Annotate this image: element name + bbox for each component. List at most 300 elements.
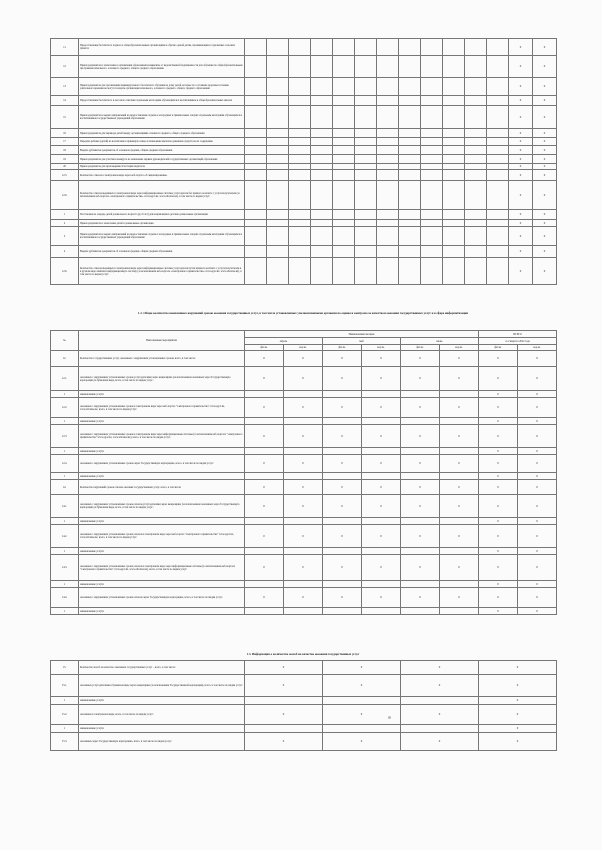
empty-cell [355, 78, 377, 96]
empty-cell [487, 246, 509, 258]
empty-cell [311, 155, 333, 164]
table-row [51, 391, 557, 398]
empty-cell [245, 258, 267, 285]
row-number: 19 [51, 155, 79, 164]
empty-cell [355, 138, 377, 146]
empty-cell [333, 78, 355, 96]
complaints-table [50, 660, 557, 751]
value-cell [440, 391, 479, 398]
empty-cell [355, 39, 377, 56]
empty-cell [289, 138, 311, 146]
value-cell: 0 [479, 495, 518, 518]
empty-cell [421, 138, 443, 146]
table-row [51, 129, 557, 138]
empty-cell [399, 146, 421, 155]
empty-cell [267, 210, 289, 220]
empty-cell [421, 181, 443, 210]
row-description: наименование услуги [79, 697, 245, 705]
row-number: 12.5. [51, 170, 79, 181]
value-cell: 0 [479, 733, 557, 751]
subheader-plan: кор.зн. [518, 345, 557, 351]
empty-cell [465, 227, 487, 246]
empty-cell [377, 227, 399, 246]
value-cell: 0 [284, 351, 323, 367]
row-description: Предоставление бесплатного подвоза к общеобразовательным организациям и обратно домой детям, проживающим в отдаленных сельских пунктах [79, 39, 245, 56]
value-cell [401, 473, 440, 480]
value-cell: 0 [323, 555, 362, 581]
row-number: 12. [51, 351, 79, 367]
empty-cell [399, 181, 421, 210]
row-number: 17 [51, 138, 79, 146]
value-cell: 0 [245, 398, 284, 418]
empty-cell [421, 210, 443, 220]
row-number: 3 [51, 227, 79, 246]
empty-cell [421, 96, 443, 106]
value-cell [401, 608, 440, 615]
value-cell [245, 518, 284, 525]
empty-cell [443, 39, 465, 56]
row-number: 13 [51, 78, 79, 96]
row-number: 14.2. [51, 525, 79, 548]
scan-speck [388, 716, 391, 719]
empty-cell [377, 56, 399, 78]
value-cell: 0 [479, 351, 518, 367]
table-row [51, 367, 557, 391]
value-cell: 0 [533, 96, 557, 106]
row-number: 14. [51, 480, 79, 495]
row-description: Выдача дубликатов документов об основном среднем, общем среднем образовании [79, 246, 245, 258]
value-cell [284, 608, 323, 615]
table-row [51, 181, 557, 210]
value-cell: 0 [533, 138, 557, 146]
empty-cell [355, 227, 377, 246]
value-cell [362, 548, 401, 555]
empty-cell [267, 96, 289, 106]
empty-cell [267, 129, 289, 138]
table-row [51, 220, 557, 227]
row-number: 12.6. [51, 258, 79, 285]
table-row [51, 146, 557, 155]
empty-cell [399, 258, 421, 285]
row-description: Выдача дубликатов документов об основном среднем, общем среднем образовании [79, 146, 245, 155]
empty-cell [289, 56, 311, 78]
value-cell [323, 448, 362, 455]
row-number: 1 [51, 473, 79, 480]
empty-cell [333, 56, 355, 78]
row-description: наименование услуги [79, 548, 245, 555]
value-cell: 0 [245, 495, 284, 518]
value-cell: 0 [509, 106, 533, 129]
empty-cell [465, 129, 487, 138]
empty-cell [355, 155, 377, 164]
value-cell: 0 [479, 725, 557, 733]
value-cell [284, 418, 323, 425]
empty-cell [245, 227, 267, 246]
empty-cell [443, 129, 465, 138]
empty-cell [465, 170, 487, 181]
value-cell [401, 518, 440, 525]
row-number: 20 [51, 164, 79, 170]
empty-cell [399, 138, 421, 146]
row-number: 1 [51, 697, 79, 705]
value-cell: 0 [518, 548, 557, 555]
row-description: Количество отказов выданных в электронном виде через информационные системы услугодателя без прямого контакта с услугополучателем (за исключением веб-портала «электронного правительства» www.egov.kz, www.elicense.kz), в том числе по видам услуг: [79, 181, 245, 210]
empty-cell [289, 155, 311, 164]
value-cell: 0 [479, 588, 518, 608]
table-row [51, 675, 557, 697]
empty-cell [289, 106, 311, 129]
value-cell: 0 [362, 455, 401, 473]
empty-cell [267, 78, 289, 96]
empty-cell [399, 155, 421, 164]
row-number: 15. [51, 661, 79, 675]
empty-cell [311, 78, 333, 96]
empty-cell [289, 210, 311, 220]
empty-cell [487, 146, 509, 155]
value-cell [284, 391, 323, 398]
value-cell: 0 [518, 351, 557, 367]
empty-cell [333, 39, 355, 56]
empty-cell [487, 181, 509, 210]
value-cell: 0 [479, 418, 518, 425]
empty-cell [487, 258, 509, 285]
value-cell: 0 [533, 146, 557, 155]
row-description: наименование услуги [79, 418, 245, 425]
empty-cell [311, 258, 333, 285]
empty-cell [267, 258, 289, 285]
empty-cell [245, 220, 267, 227]
empty-cell [333, 155, 355, 164]
value-cell: 0 [533, 170, 557, 181]
table-row [51, 455, 557, 473]
value-cell [440, 581, 479, 588]
value-cell [323, 391, 362, 398]
subheader-fact: фат.зн. [323, 345, 362, 351]
empty-cell [399, 78, 421, 96]
value-cell [440, 518, 479, 525]
value-cell [284, 473, 323, 480]
empty-cell [487, 155, 509, 164]
header-total-period: за 2 квартал 2022 года [479, 338, 557, 345]
value-cell: 0 [518, 391, 557, 398]
value-cell: 0 [509, 210, 533, 220]
value-cell [284, 448, 323, 455]
value-cell: 0 [323, 588, 362, 608]
empty-cell [377, 258, 399, 285]
table-row [51, 39, 557, 56]
table-row [51, 155, 557, 164]
empty-cell [267, 39, 289, 56]
empty-cell [465, 210, 487, 220]
value-cell: 0 [479, 675, 557, 697]
value-cell: 0 [362, 588, 401, 608]
value-cell: 0 [284, 367, 323, 391]
empty-cell [465, 181, 487, 210]
empty-cell [443, 56, 465, 78]
value-cell: 0 [509, 96, 533, 106]
row-number: 14.1. [51, 495, 79, 518]
row-description: Прием документов и выдача направлений на предоставление отдыха в загородных и пришкольных лагерях отдельным категориям обучающихся и воспитанников государственных учреждений образования [79, 227, 245, 246]
row-number: 14.3. [51, 555, 79, 581]
row-number: 12.1. [51, 367, 79, 391]
empty-cell [267, 181, 289, 210]
row-description: оказанных с нарушением установленных сроков отказов через Государственную корпорацию, всего, в том числе по видам услуг: [79, 588, 245, 608]
empty-cell [289, 146, 311, 155]
empty-cell [399, 246, 421, 258]
empty-cell [465, 96, 487, 106]
value-cell [245, 608, 284, 615]
value-cell: 0 [245, 525, 284, 548]
table-row [51, 661, 557, 675]
value-cell: 0 [533, 106, 557, 129]
value-cell: 0 [323, 351, 362, 367]
value-cell: 0 [245, 705, 323, 725]
value-cell: 0 [479, 367, 518, 391]
value-cell: 0 [533, 181, 557, 210]
table-row [51, 588, 557, 608]
section-1-2-title: 1-2. Общее количество выявленных нарушений сроков оказания государственных услуг, в том числе установленных уполномоченными органами по оценке и контролю за качеством оказания государственных услуг и в сфере информатизации [137, 311, 469, 315]
empty-cell [465, 220, 487, 227]
value-cell: 0 [509, 56, 533, 78]
empty-cell [311, 129, 333, 138]
empty-cell [377, 146, 399, 155]
row-description: оказанных через Государственную корпорацию, всего, в том числе по видам услуг: [79, 733, 245, 751]
value-cell: 0 [509, 146, 533, 155]
empty-cell [377, 170, 399, 181]
header-total: ВСЕГО [479, 331, 557, 338]
value-cell: 0 [518, 480, 557, 495]
value-cell: 0 [533, 246, 557, 258]
empty-cell [443, 181, 465, 210]
header-period: Наименование месяцев [245, 331, 479, 338]
value-cell: 0 [323, 733, 401, 751]
subheader-plan: кор.зн. [362, 345, 401, 351]
empty-cell [465, 78, 487, 96]
value-cell: 0 [509, 155, 533, 164]
row-description: наименование услуги [79, 391, 245, 398]
row-description: Прием документов для участия в конкурсе на назначение первых руководителей государственных организаций образования [79, 155, 245, 164]
empty-cell [487, 106, 509, 129]
empty-cell [355, 56, 377, 78]
empty-cell [267, 220, 289, 227]
table-row [51, 170, 557, 181]
value-cell: 0 [245, 480, 284, 495]
row-number: 1 [51, 210, 79, 220]
value-cell [323, 548, 362, 555]
value-cell: 0 [509, 39, 533, 56]
empty-cell [487, 96, 509, 106]
empty-cell [355, 181, 377, 210]
table-row [51, 425, 557, 448]
value-cell: 0 [533, 227, 557, 246]
empty-cell [245, 129, 267, 138]
row-number: 4 [51, 246, 79, 258]
empty-cell [465, 146, 487, 155]
empty-cell [289, 129, 311, 138]
value-cell [362, 518, 401, 525]
empty-cell [465, 39, 487, 56]
value-cell: 0 [245, 455, 284, 473]
empty-cell [377, 138, 399, 146]
value-cell: 0 [479, 581, 518, 588]
value-cell: 0 [509, 138, 533, 146]
row-number: 1 [51, 581, 79, 588]
value-cell [401, 418, 440, 425]
table-row [51, 448, 557, 455]
value-cell [401, 581, 440, 588]
empty-cell [399, 56, 421, 78]
value-cell [401, 697, 479, 705]
table-row [51, 56, 557, 78]
empty-cell [267, 106, 289, 129]
value-cell [362, 418, 401, 425]
row-description: оказанных услугодателями в бумажном виде через канцелярию (за исключением Государственной корпорации), всего, в том числе по видам услуг: [79, 675, 245, 697]
value-cell: 0 [362, 495, 401, 518]
value-cell [440, 608, 479, 615]
value-cell: 0 [479, 518, 518, 525]
value-cell: 0 [533, 220, 557, 227]
empty-cell [487, 138, 509, 146]
row-description: оказанных в электронном виде, всего, в том числе по видам услуг: [79, 705, 245, 725]
value-cell: 0 [245, 367, 284, 391]
value-cell: 0 [479, 398, 518, 418]
empty-cell [399, 129, 421, 138]
value-cell [284, 581, 323, 588]
value-cell: 0 [401, 525, 440, 548]
empty-cell [289, 39, 311, 56]
row-description: Предоставление бесплатного и льготного питания отдельным категориям обучающихся и воспитанников в общеобразовательных школах [79, 96, 245, 106]
value-cell: 0 [245, 661, 323, 675]
row-description: Количество отказов выданных в электронном виде через информационные системы услугодателя путем прямого контакта с услугополучателем и в ручном виде занятия в информационную систему (за исключением веб-портала «электронного правительства» www.egov.kz, www.elicense.kz), в том числе по видам услуг: [79, 258, 245, 285]
value-cell: 0 [518, 455, 557, 473]
empty-cell [487, 227, 509, 246]
row-number: 15.2. [51, 705, 79, 725]
value-cell: 0 [518, 448, 557, 455]
empty-cell [333, 146, 355, 155]
empty-cell [443, 258, 465, 285]
value-cell: 0 [401, 588, 440, 608]
row-number: 12.6. [51, 181, 79, 210]
value-cell: 0 [479, 661, 557, 675]
value-cell: 0 [284, 425, 323, 448]
subheader-plan: кор.зн. [440, 345, 479, 351]
empty-cell [289, 246, 311, 258]
value-cell: 0 [509, 246, 533, 258]
empty-cell [487, 210, 509, 220]
table-row [51, 398, 557, 418]
value-cell [401, 448, 440, 455]
empty-cell [333, 210, 355, 220]
value-cell: 0 [518, 555, 557, 581]
empty-cell [465, 246, 487, 258]
header-month-june: июнь [401, 338, 479, 345]
empty-cell [399, 39, 421, 56]
value-cell: 0 [509, 220, 533, 227]
value-cell: 0 [518, 518, 557, 525]
value-cell: 0 [518, 398, 557, 418]
empty-cell [377, 78, 399, 96]
value-cell [323, 725, 401, 733]
header-month-may: май [323, 338, 401, 345]
empty-cell [245, 246, 267, 258]
empty-cell [377, 210, 399, 220]
row-number: 2 [51, 220, 79, 227]
empty-cell [333, 96, 355, 106]
value-cell: 0 [518, 608, 557, 615]
value-cell: 0 [479, 448, 518, 455]
empty-cell [267, 56, 289, 78]
row-description: Прием документов для организации индивидуального бесплатного обучения на дому детей, которые по состоянию здоровья в течение длительного времени не могут посещать организации начального, основного среднего, общего среднего образования [79, 78, 245, 96]
empty-cell [421, 220, 443, 227]
value-cell [440, 448, 479, 455]
empty-cell [355, 129, 377, 138]
empty-cell [443, 220, 465, 227]
value-cell [362, 473, 401, 480]
row-description: наименование услуги [79, 518, 245, 525]
value-cell: 0 [518, 588, 557, 608]
empty-cell [421, 56, 443, 78]
value-cell [362, 608, 401, 615]
empty-cell [267, 170, 289, 181]
empty-cell [443, 155, 465, 164]
table-row [51, 227, 557, 246]
table-row [51, 495, 557, 518]
value-cell [362, 581, 401, 588]
value-cell [440, 418, 479, 425]
value-cell: 0 [533, 78, 557, 96]
row-number: 12.3. [51, 425, 79, 448]
value-cell: 0 [509, 164, 533, 170]
value-cell [440, 473, 479, 480]
empty-cell [377, 220, 399, 227]
table-row [51, 210, 557, 220]
empty-cell [355, 210, 377, 220]
value-cell: 0 [479, 391, 518, 398]
header-num: № [51, 331, 79, 351]
value-cell [362, 391, 401, 398]
empty-cell [311, 227, 333, 246]
value-cell [323, 697, 401, 705]
row-number: 15.3. [51, 733, 79, 751]
value-cell: 0 [284, 398, 323, 418]
value-cell: 0 [401, 367, 440, 391]
empty-cell [443, 246, 465, 258]
row-description: Постановка на очередь детей дошкольного возраста (до 6 лет) для направления в детские дошкольные организации [79, 210, 245, 220]
value-cell: 0 [284, 455, 323, 473]
value-cell: 0 [284, 555, 323, 581]
table-row [51, 705, 557, 725]
row-number: 14 [51, 96, 79, 106]
empty-cell [289, 227, 311, 246]
table-row [51, 548, 557, 555]
empty-cell [245, 56, 267, 78]
value-cell: 0 [362, 425, 401, 448]
empty-cell [421, 78, 443, 96]
empty-cell [399, 106, 421, 129]
value-cell: 0 [401, 455, 440, 473]
empty-cell [487, 56, 509, 78]
value-cell [323, 418, 362, 425]
row-description: Количество жалоб на качество оказанных государственных услуг – всего, в том числе: [79, 661, 245, 675]
row-number: 1 [51, 725, 79, 733]
value-cell [245, 581, 284, 588]
empty-cell [245, 181, 267, 210]
empty-cell [465, 56, 487, 78]
empty-cell [311, 220, 333, 227]
empty-cell [311, 138, 333, 146]
value-cell [284, 548, 323, 555]
row-description: Прием документов и выдача направлений на предоставление отдыха в загородных и пришкольных лагерях отдельным категориям обучающихся и воспитанников государственных учреждений образования [79, 106, 245, 129]
